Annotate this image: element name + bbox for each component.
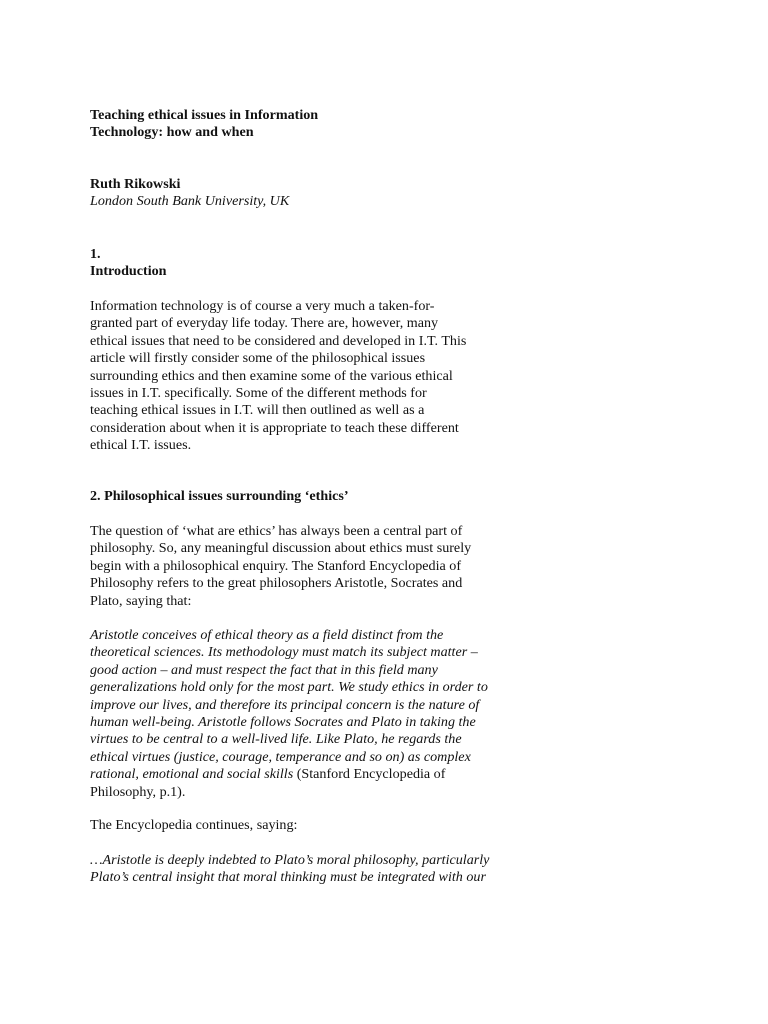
paragraph-line: article will firstly consider some of the philosophical issues — [90, 350, 426, 367]
quote-line: Aristotle conceives of ethical theory as a field distinct from the — [90, 627, 444, 643]
paragraph-line: ethical I.T. issues. — [90, 437, 192, 454]
quote-line: …Aristotle is deeply indebted to Plato’s moral philosophy, particularly — [90, 852, 490, 868]
quote-line: generalizations hold only for the most part. We study ethics in order to — [90, 679, 488, 696]
quote-line: Plato’s central insight that moral thinking must be integrated with our — [90, 869, 486, 886]
paragraph-line: The question of ‘what are ethics’ has always been a central part of — [90, 523, 463, 539]
quote-line: improve our lives, and therefore its principal concern is the nature of — [90, 696, 480, 713]
title-line: Technology: how and when — [90, 124, 254, 141]
quote-line: ethical virtues (justice, courage, temperance and so on) as complex — [90, 748, 471, 765]
document-title — [90, 107, 318, 142]
quote-line: human well-being. Aristotle follows Socrates and Plato in taking the — [90, 714, 476, 731]
quote-line: good action – and must respect the fact that in this field many — [90, 661, 438, 678]
quote-italic-text: rational, emotional and social skills — [90, 766, 294, 783]
paragraph-line: philosophy. So, any meaningful discussion about ethics must surely — [90, 540, 472, 557]
title-line: Teaching ethical issues in Information — [90, 107, 319, 123]
author-affiliation: London South Bank University, UK — [90, 193, 290, 209]
author-name: Ruth Rikowski — [90, 176, 181, 192]
section-1-heading: Introduction — [90, 263, 167, 279]
paragraph-line: granted part of everyday life today. There are, however, many — [90, 315, 439, 332]
paragraph-line: Philosophy refers to the great philosophers Aristotle, Socrates and — [90, 575, 463, 592]
paragraph-line: Information technology is of course a very much a taken-for- — [90, 298, 435, 314]
paragraph-line: ethical issues that need to be considered and developed in I.T. This — [90, 332, 467, 349]
paragraph-line: Plato, saying that: — [90, 592, 192, 609]
quote-citation-end: Philosophy, p.1). — [90, 783, 186, 800]
section-2-paragraph — [90, 523, 471, 610]
paragraph-line: teaching ethical issues in I.T. will then outlined as well as a — [90, 402, 425, 419]
section-1-number: 1. — [90, 246, 101, 262]
paragraph-line: surrounding ethics and then examine some of the various ethical — [90, 367, 453, 384]
paragraph-line: consideration about when it is appropriate to teach these different — [90, 419, 459, 436]
section-2-heading: 2. Philosophical issues surrounding ‘ethics’ — [90, 488, 349, 504]
encyclopedia-continues-line: The Encyclopedia continues, saying: — [90, 817, 298, 833]
quote-citation: (Stanford Encyclopedia of — [293, 766, 446, 783]
introduction-paragraph — [90, 298, 466, 455]
quote-line — [90, 766, 488, 783]
paragraph-line: begin with a philosophical enquiry. The Stanford Encyclopedia of — [90, 557, 462, 574]
paragraph-line: issues in I.T. specifically. Some of the different methods for — [90, 385, 427, 402]
quote-line: virtues to be central to a well-lived life. Like Plato, he regards the — [90, 731, 462, 748]
aristotle-quote — [90, 627, 488, 801]
quote-line: theoretical sciences. Its methodology must match its subject matter – — [90, 644, 478, 661]
plato-quote — [90, 852, 489, 887]
